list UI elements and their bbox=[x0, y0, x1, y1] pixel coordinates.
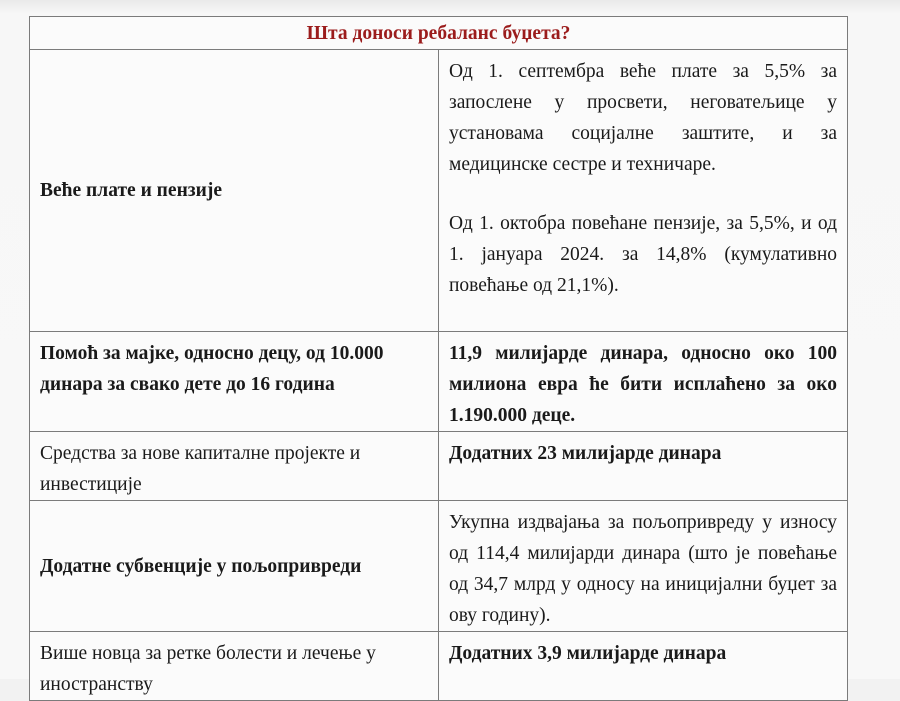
row-value-agriculture bbox=[439, 501, 848, 632]
row-value-text: Укупна издвајања за пољопривреду у износу од 114,4 милијарди динара (што је повећање од 34,7 млрд у односу на иницијални буџет за ову годину). bbox=[449, 512, 837, 626]
row-value-text: Додатних 23 милијарде динара bbox=[449, 443, 722, 464]
table-title-row bbox=[30, 17, 848, 50]
row-value-paragraph-2 bbox=[449, 208, 837, 301]
table-row bbox=[30, 432, 848, 501]
row-value-text: Од 1. октобра повећане пензије, за 5,5%, и од 1. јануара 2024. за 14,8% (кумулативно повећање од 21,1%). bbox=[449, 213, 837, 296]
row-label-agriculture bbox=[30, 501, 439, 632]
rebalance-table bbox=[29, 16, 848, 701]
row-value-text: Додатних 3,9 милијарде динара bbox=[449, 643, 727, 664]
row-value-rare-diseases bbox=[439, 632, 848, 701]
row-label-text: Више новца за ретке болести и лечење у иностранству bbox=[40, 643, 376, 695]
row-value-child-aid bbox=[439, 332, 848, 432]
row-label-rare-diseases bbox=[30, 632, 439, 701]
table-row bbox=[30, 50, 848, 332]
table-row bbox=[30, 332, 848, 432]
row-value-text: 11,9 милијарде динара, односно око 100 милиона евра ће бити исплаћено за око 1.190.000 деце. bbox=[449, 343, 837, 426]
row-value-salaries bbox=[439, 50, 848, 332]
table-row bbox=[30, 501, 848, 632]
table-title-text: Шта доноси ребаланс буџета? bbox=[306, 22, 571, 44]
row-label-capital-projects bbox=[30, 432, 439, 501]
row-label-text: Додатне субвенције у пољопривреди bbox=[40, 555, 362, 577]
row-label-text: Помоћ за мајке, односно децу, од 10.000 динара за свако дете до 16 година bbox=[40, 343, 384, 395]
row-label-child-aid bbox=[30, 332, 439, 432]
table-title bbox=[30, 17, 848, 50]
row-label-text: Веће плате и пензије bbox=[40, 180, 223, 201]
paragraph-gap bbox=[449, 180, 837, 208]
row-label-text: Средства за нове капиталне пројекте и инвестиције bbox=[40, 443, 361, 495]
table-row bbox=[30, 632, 848, 701]
row-value-text: Од 1. септембра веће плате за 5,5% за запослене у просвети, неговатељице у установама социјалне заштите, и за медицинске сестре и техничаре. bbox=[449, 61, 837, 175]
row-value-paragraph-1 bbox=[449, 56, 837, 180]
row-label-salaries bbox=[30, 50, 439, 332]
row-value-capital-projects bbox=[439, 432, 848, 501]
